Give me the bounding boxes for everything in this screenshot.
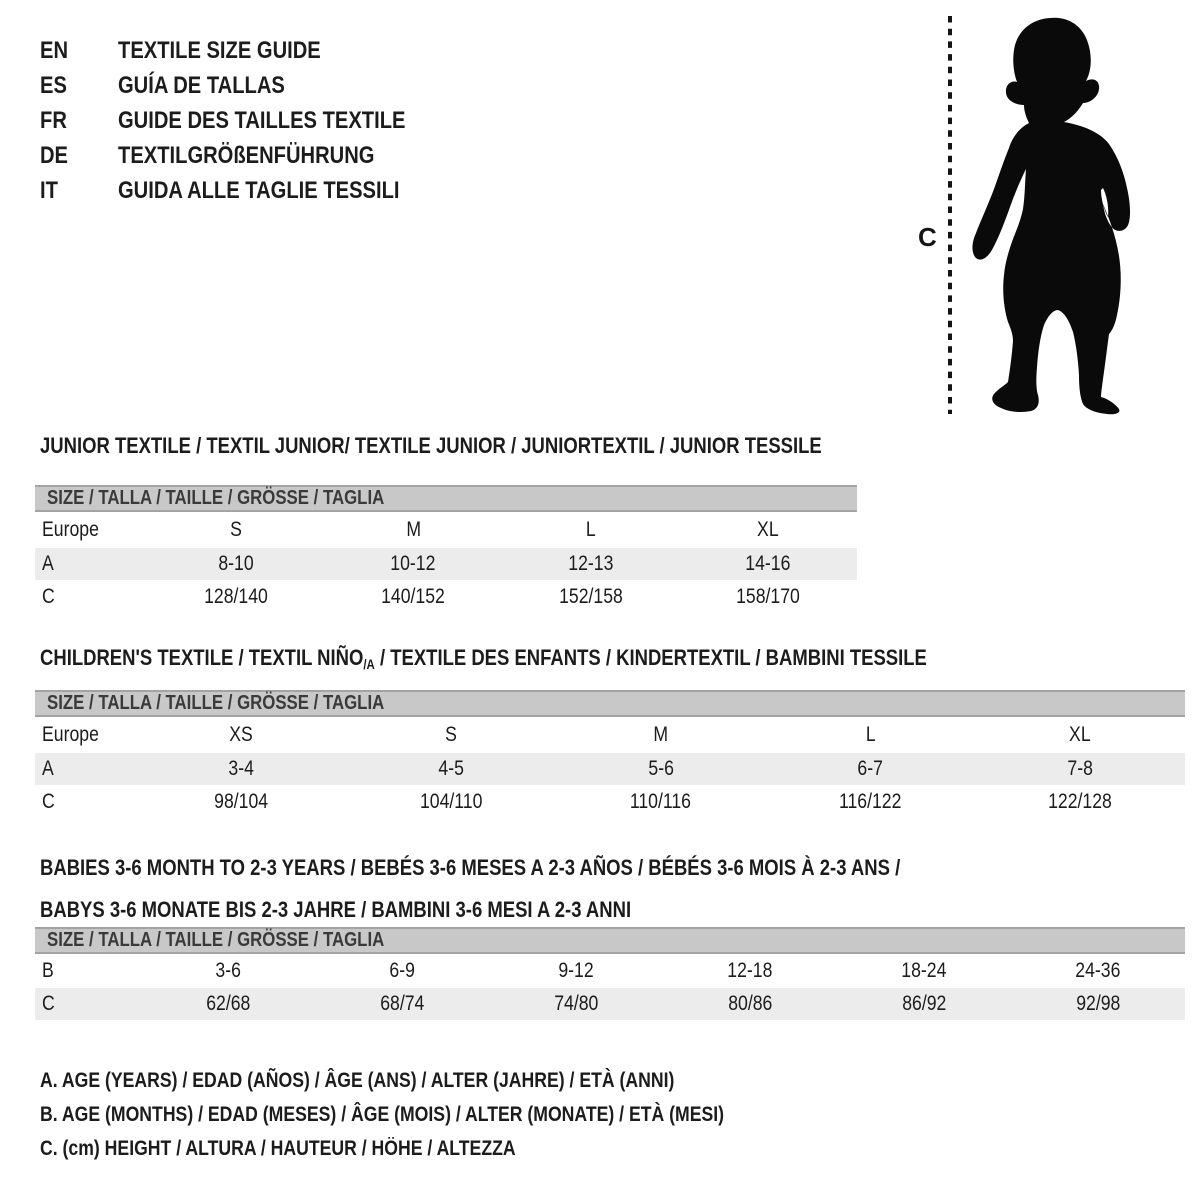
value-cell: 140/152 [381, 585, 446, 608]
age-years-row [35, 753, 1185, 785]
row-label-cell: Europe [42, 723, 99, 746]
value-cell: 116/122 [839, 790, 902, 813]
value-cell: 5-6 [647, 757, 674, 780]
value-cell: 152/158 [558, 585, 623, 608]
guide-title-it: GUIDA ALLE TAGLIE TESSILI [118, 176, 400, 204]
toddler-figure-svg [890, 8, 1160, 423]
value-cell: 122/128 [1048, 790, 1113, 813]
size-header-bar [35, 690, 1185, 717]
legend-line-b: B. AGE (MONTHS) / EDAD (MESES) / ÂGE (MOIS) / ALTER (MONATE) / ETÀ (MESI) [40, 1103, 725, 1126]
value-cell: 86/92 [902, 992, 947, 1015]
toddler-silhouette-icon [972, 18, 1130, 415]
babies-title-line2: BABYS 3-6 MONATE BIS 2-3 JAHRE / BAMBINI 3-6 MESI A 2-3 ANNI [40, 897, 632, 922]
language-code: EN [40, 36, 69, 64]
size-header-bar [35, 927, 1185, 954]
size-label-row [35, 512, 857, 548]
value-cell: 7-8 [1067, 757, 1093, 780]
value-cell: 158/170 [736, 585, 801, 608]
value-cell: 62/68 [206, 992, 251, 1015]
guide-title-es: GUÍA DE TALLAS [118, 71, 285, 99]
size-cell: XL [757, 518, 780, 541]
value-cell: 18-24 [901, 959, 947, 982]
age-years-row [35, 548, 857, 580]
legend [40, 1064, 854, 1166]
value-cell: 110/116 [630, 790, 692, 813]
row-label-cell: B [42, 959, 54, 982]
language-row-es [40, 68, 460, 103]
value-cell: 92/98 [1075, 992, 1121, 1015]
size-cell: S [229, 518, 242, 541]
value-cell: 74/80 [554, 992, 599, 1015]
size-header-label: SIZE / TALLA / TAILLE / GRÖSSE / TAGLIA [47, 487, 385, 509]
legend-line-c: C. (cm) HEIGHT / ALTURA / HAUTEUR / HÖHE / ALTEZZA [40, 1137, 516, 1160]
size-header-label: SIZE / TALLA / TAILLE / GRÖSSE / TAGLIA [47, 929, 385, 951]
value-cell: 128/140 [203, 585, 268, 608]
language-row-de [40, 138, 460, 173]
guide-title-de: TEXTILGRÖßENFÜHRUNG [118, 141, 375, 169]
value-cell: 80/86 [728, 992, 773, 1015]
age-months-row [35, 954, 1185, 988]
language-row-fr [40, 103, 460, 138]
value-cell: 12-13 [568, 552, 614, 575]
value-cell: 68/74 [380, 992, 425, 1015]
row-label-cell: Europe [42, 518, 99, 541]
size-cell: L [865, 723, 876, 746]
value-cell: 10-12 [390, 552, 436, 575]
value-cell: 4-5 [438, 757, 464, 780]
row-label-cell: C [42, 585, 55, 608]
size-cell: XL [1069, 723, 1091, 746]
value-cell: 3-4 [228, 757, 255, 780]
language-row-en [40, 33, 460, 68]
value-cell: 14-16 [745, 552, 791, 575]
height-cm-row [35, 785, 1185, 819]
size-cell: M [405, 518, 421, 541]
guide-title-en: TEXTILE SIZE GUIDE [118, 36, 321, 64]
row-label-cell: A [42, 552, 54, 575]
value-cell: 12-18 [727, 959, 773, 982]
value-cell: 8-10 [218, 552, 254, 575]
row-label-cell: C [42, 790, 55, 813]
language-code: DE [40, 141, 69, 169]
babies-size-table [35, 927, 1185, 1020]
size-label-row [35, 717, 1185, 753]
junior-size-table [35, 485, 857, 614]
row-label-cell: A [42, 757, 54, 780]
language-code: IT [40, 176, 58, 204]
size-header-bar [35, 485, 857, 512]
value-cell: 3-6 [215, 959, 242, 982]
value-cell: 6-9 [389, 959, 416, 982]
language-code: ES [40, 71, 67, 99]
size-cell: XS [229, 723, 254, 746]
value-cell: 6-7 [857, 757, 884, 780]
size-header-label: SIZE / TALLA / TAILLE / GRÖSSE / TAGLIA [47, 692, 385, 714]
guide-title-fr: GUIDE DES TAILLES TEXTILE [118, 106, 406, 134]
value-cell: 98/104 [214, 790, 269, 813]
language-title-list [40, 33, 460, 208]
children-section-title: CHILDREN'S TEXTILE / TEXTIL NIÑO/A / TEXTILE DES ENFANTS / KINDERTEXTIL / BAMBINI TESSILE [40, 645, 927, 672]
size-cell: L [585, 518, 596, 541]
legend-line-a: A. AGE (YEARS) / EDAD (AÑOS) / ÂGE (ANS) / ALTER (JAHRE) / ETÀ (ANNI) [40, 1069, 675, 1092]
language-code: FR [40, 106, 67, 134]
height-measure-figure [890, 8, 1160, 423]
babies-title-line1: BABIES 3-6 MONTH TO 2-3 YEARS / BEBÉS 3-6 MESES A 2-3 AÑOS / BÉBÉS 3-6 MOIS À 2-3 ANS / [40, 855, 901, 880]
value-cell: 104/110 [419, 790, 483, 813]
junior-section-title: JUNIOR TEXTILE / TEXTIL JUNIOR/ TEXTILE JUNIOR / JUNIORTEXTIL / JUNIOR TESSILE [40, 433, 822, 458]
height-cm-row [35, 988, 1185, 1020]
height-cm-row [35, 580, 857, 614]
row-label-cell: C [42, 992, 55, 1015]
size-cell: M [653, 723, 669, 746]
language-row-it [40, 173, 460, 208]
value-cell: 9-12 [558, 959, 594, 982]
children-size-table [35, 690, 1185, 819]
babies-section-title [40, 847, 1064, 931]
value-cell: 24-36 [1075, 959, 1121, 982]
height-measure-label: C [918, 222, 937, 252]
size-cell: S [445, 723, 457, 746]
